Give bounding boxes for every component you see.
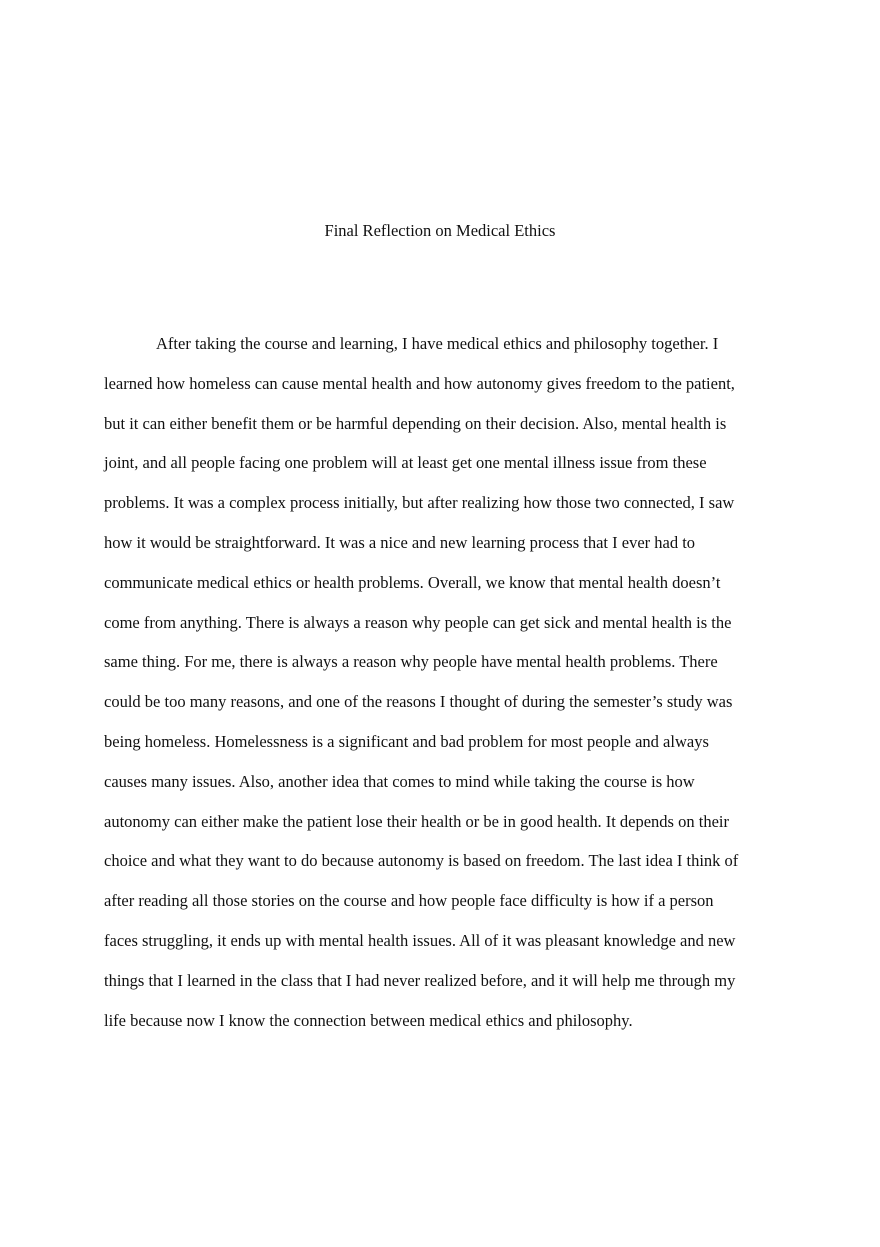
paragraph-line: autonomy can either make the patient lose their health or be in good health. It depends on their [104, 811, 729, 831]
paragraph-line: learned how homeless can cause mental health and how autonomy gives freedom to the patient, [104, 373, 735, 393]
paragraph-line: problems. It was a complex process initially, but after realizing how those two connected, I saw [104, 493, 735, 513]
paragraph-line: being homeless. Homelessness is a significant and bad problem for most people and always [104, 731, 709, 751]
paragraph-line: choice and what they want to do because autonomy is based on freedom. The last idea I think of [104, 851, 739, 871]
paragraph-line: life because now I know the connection between medical ethics and philosophy. [104, 1010, 633, 1030]
paragraph-line: communicate medical ethics or health problems. Overall, we know that mental health doesn’t [104, 572, 721, 592]
paragraph-line: causes many issues. Also, another idea that comes to mind while taking the course is how [104, 771, 695, 791]
body-paragraph [104, 332, 784, 1048]
paragraph-line: but it can either benefit them or be harmful depending on their decision. Also, mental health is [104, 413, 727, 433]
paragraph-line: after reading all those stories on the course and how people face difficulty is how if a person [104, 891, 714, 911]
paragraph-line: come from anything. There is always a reason why people can get sick and mental health is the [104, 612, 732, 632]
paragraph-line: joint, and all people facing one problem will at least get one mental illness issue from these [104, 453, 707, 473]
paragraph-line: faces struggling, it ends up with mental health issues. All of it was pleasant knowledge and new [104, 930, 736, 950]
paragraph-line: how it would be straightforward. It was a nice and new learning process that I ever had to [104, 532, 696, 552]
document-title: Final Reflection on Medical Ethics [324, 221, 556, 240]
paragraph-line: could be too many reasons, and one of the reasons I thought of during the semester’s study was [104, 692, 733, 712]
paragraph-line: After taking the course and learning, I have medical ethics and philosophy together. I [156, 334, 719, 353]
paragraph-line: things that I learned in the class that I had never realized before, and it will help me through my [104, 970, 736, 990]
paragraph-line: same thing. For me, there is always a reason why people have mental health problems. There [104, 652, 718, 672]
